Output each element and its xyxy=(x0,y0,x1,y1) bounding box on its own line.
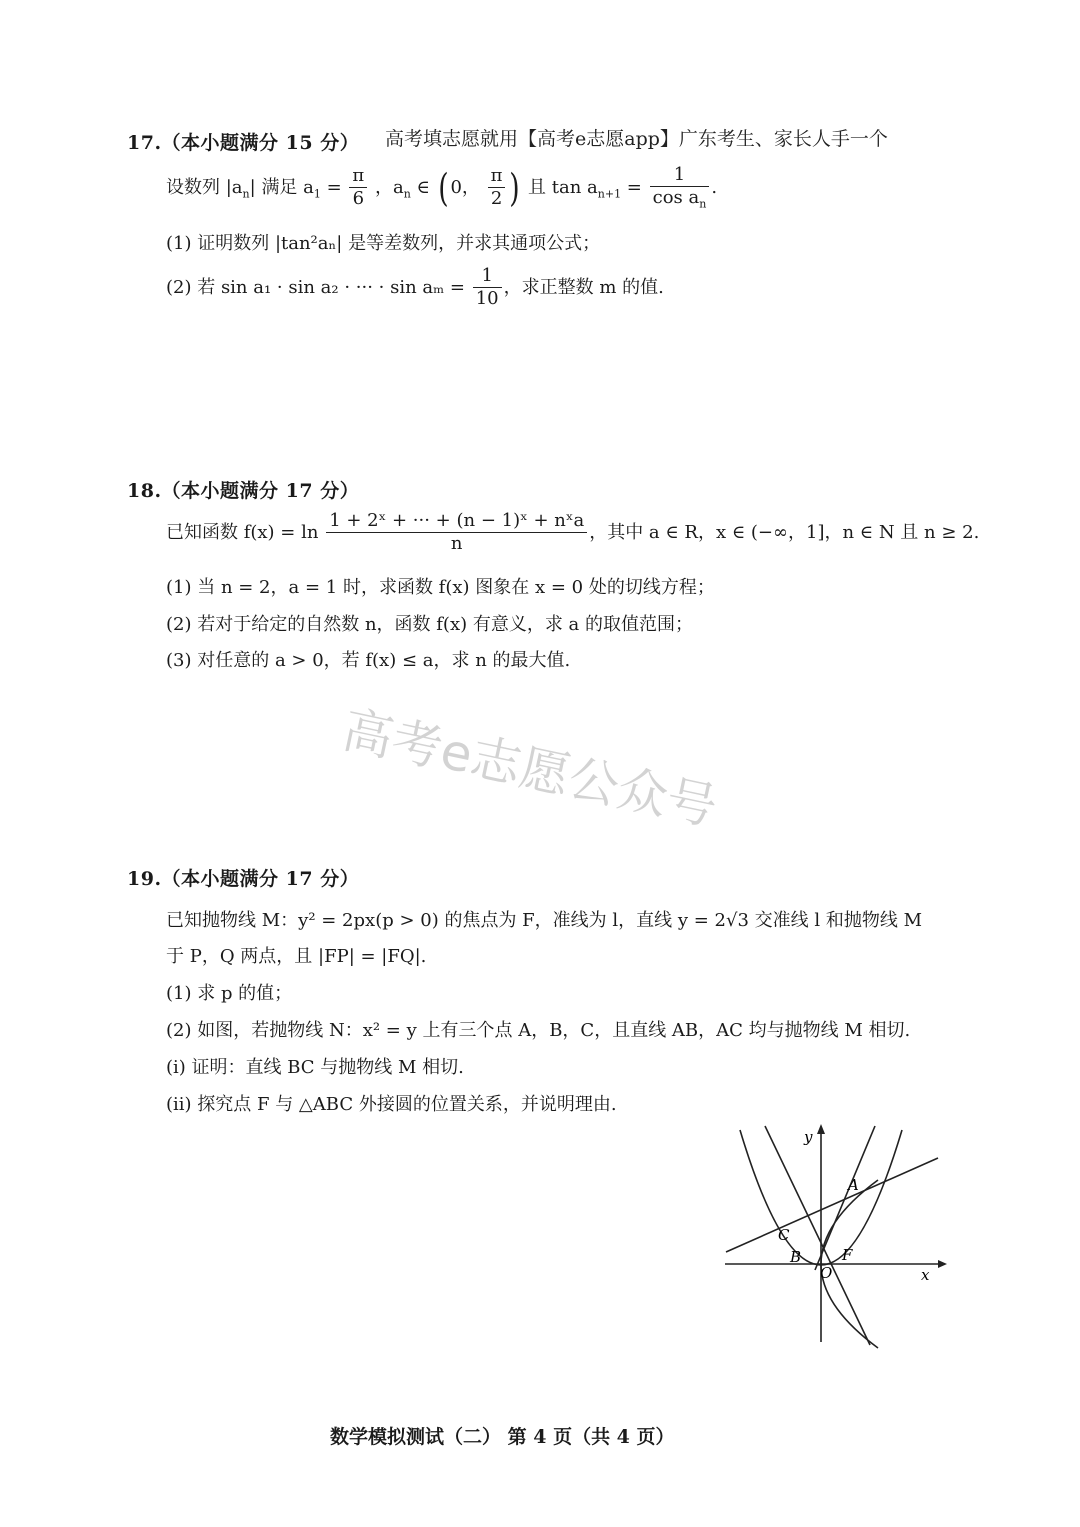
q19-line2: 于 P，Q 两点，且 |FP| = |FQ|. xyxy=(166,946,427,967)
q17-part2-post: ，求正整数 m 的值. xyxy=(503,277,664,298)
q17-tan-sub: n+1 xyxy=(597,187,622,201)
q17-part2-pre: (2) 若 sin a₁ · sin a₂ · ··· · sin aₘ = xyxy=(166,277,471,298)
q17-pi6-den: 6 xyxy=(352,188,365,210)
q17-seq-sub: n xyxy=(242,187,250,201)
q17-a1-sub: 1 xyxy=(313,187,321,201)
q17-intro-pre: 设数列 xyxy=(166,177,220,198)
label-x: x xyxy=(921,1266,930,1284)
tangent-line-ac xyxy=(726,1158,938,1252)
q17-intro-mid: 满足 a xyxy=(261,177,314,198)
q18-intro-pre: 已知函数 f(x) = ln xyxy=(166,522,319,543)
page-footer: 数学模拟测试（二） 第 4 页（共 4 页） xyxy=(330,1426,675,1448)
q19-line1: 已知抛物线 M：y² = 2px(p > 0) 的焦点为 F，准线为 l，直线 y = 2√3 交准线 l 和抛物线 M xyxy=(166,910,923,931)
q18-header: 18.（本小题满分 17 分） xyxy=(127,480,360,502)
q18-intro xyxy=(166,508,979,558)
label-b: B xyxy=(790,1248,802,1266)
q18-frac-num: 1 + 2ˣ + ··· + (n − 1)ˣ + nˣa xyxy=(326,511,587,533)
x-axis-arrow xyxy=(938,1260,947,1268)
q17-pi2-den: 2 xyxy=(490,188,503,210)
q17-cos-den xyxy=(650,187,710,211)
q18-intro-post: ，其中 a ∈ R，x ∈ (−∞，1]，n ∈ N 且 n ≥ 2. xyxy=(589,522,980,543)
q17-tan-eq: = xyxy=(621,177,648,198)
q17-cos-den-text: cos a xyxy=(652,186,700,208)
q17-intro xyxy=(166,160,717,216)
watermark: 高考e志愿公众号 xyxy=(337,700,723,837)
q17-intro-end: . xyxy=(711,177,718,198)
q19-part2: (2) 如图，若抛物线 N：x² = y 上有三个点 A，B，C，且直线 AB，AC 均与抛物线 M 相切. xyxy=(166,1020,911,1041)
q17-cos-sub: n xyxy=(699,197,707,211)
q18-part3: (3) 对任意的 a > 0，若 f(x) ≤ a，求 n 的最大值. xyxy=(166,650,571,671)
q17-seq xyxy=(225,177,256,201)
q18-frac xyxy=(326,511,587,554)
q17-pi2-num: π xyxy=(488,166,506,188)
q17-paren-close: ) xyxy=(509,166,521,210)
label-f: F xyxy=(842,1246,853,1264)
q19-part2-ii: (ii) 探究点 F 与 △ABC 外接圆的位置关系，并说明理由. xyxy=(166,1094,617,1115)
q17-seq-end: | xyxy=(249,177,256,198)
label-y: y xyxy=(804,1128,813,1146)
q17-frac-cos xyxy=(650,165,710,210)
q18-part2: (2) 若对于给定的自然数 n，函数 f(x) 有意义，求 a 的取值范围； xyxy=(166,614,694,635)
q17-eq: = xyxy=(320,177,348,198)
q17-header: 17.（本小题满分 15 分） xyxy=(127,132,360,154)
label-o: O xyxy=(820,1264,833,1282)
q17-pi6-num: π xyxy=(349,166,367,188)
q17-part2-den: 10 xyxy=(475,288,499,310)
q17-frac-pi6 xyxy=(349,166,367,209)
q17-part2 xyxy=(166,262,664,314)
y-axis-arrow xyxy=(817,1124,825,1134)
label-c: C xyxy=(778,1226,790,1244)
q19-part2-i: (i) 证明：直线 BC 与抛物线 M 相切. xyxy=(166,1057,464,1078)
parabola-figure xyxy=(720,1120,950,1350)
q17-sep: ，a xyxy=(375,177,404,198)
q17-tan: 且 tan a xyxy=(528,177,598,198)
q17-an-sub: n xyxy=(403,187,411,201)
q17-cos-num: 1 xyxy=(650,165,710,187)
label-a: A xyxy=(848,1176,859,1194)
q18-part1: (1) 当 n = 2，a = 1 时，求函数 f(x) 图象在 x = 0 处的切线方程； xyxy=(166,577,715,598)
q19-header: 19.（本小题满分 17 分） xyxy=(127,868,360,890)
q17-in: ∈ xyxy=(410,177,436,198)
q17-interval-zero: 0， xyxy=(450,177,480,198)
q17-part1: (1) 证明数列 |tan²aₙ| 是等差数列，并求其通项公式； xyxy=(166,233,601,254)
q17-part2-frac xyxy=(473,266,502,309)
q17-seq-a: |a xyxy=(225,177,243,198)
q17-part2-num: 1 xyxy=(473,266,502,288)
ad-banner: 高考填志愿就用【高考e志愿app】广东考生、家长人手一个 xyxy=(385,128,888,150)
q19-part1: (1) 求 p 的值； xyxy=(166,983,293,1004)
q17-paren-open: ( xyxy=(437,166,449,210)
q17-frac-pi2 xyxy=(488,166,506,209)
q18-frac-den: n xyxy=(450,533,463,555)
